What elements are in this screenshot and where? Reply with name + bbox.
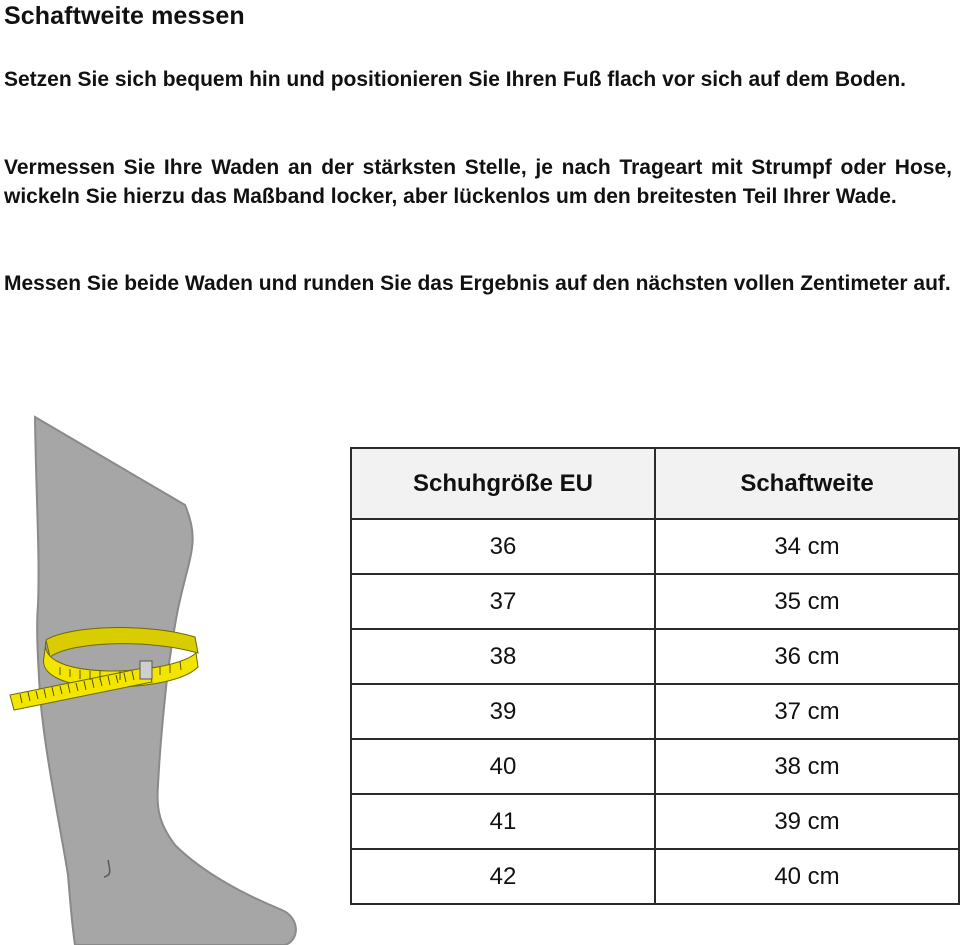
- table-row: [351, 574, 959, 629]
- shaft-width-cell: 34 cm: [655, 519, 959, 574]
- size-table: [350, 447, 960, 905]
- instruction-paragraph-2: Vermessen Sie Ihre Waden an der stärksten Stelle, je nach Trageart mit Strumpf oder Hose, wickeln Sie hierzu das Maßband locker, aber lückenlos um den breitesten Teil Ihrer Wade.: [4, 156, 952, 208]
- shoe-size-cell: 39: [351, 684, 655, 739]
- shoe-size-cell: 42: [351, 849, 655, 904]
- page-title: Schaftweite messen: [4, 2, 245, 30]
- shaft-width-cell: 39 cm: [655, 794, 959, 849]
- table-row: [351, 519, 959, 574]
- instruction-paragraph-1: Setzen Sie sich bequem hin und positionieren Sie Ihren Fuß flach vor sich auf dem Boden.: [4, 68, 906, 91]
- shoe-size-cell: 37: [351, 574, 655, 629]
- table-row: [351, 684, 959, 739]
- shaft-width-cell: 36 cm: [655, 629, 959, 684]
- table-row: [351, 849, 959, 904]
- header-shaft-width: Schaftweite: [655, 448, 959, 519]
- tape-buckle: [140, 661, 152, 679]
- shoe-size-cell: 40: [351, 739, 655, 794]
- shaft-width-cell: 35 cm: [655, 574, 959, 629]
- table-row: [351, 629, 959, 684]
- shoe-size-cell: 41: [351, 794, 655, 849]
- table-row: [351, 739, 959, 794]
- header-shoe-size: Schuhgröße EU: [351, 448, 655, 519]
- instruction-paragraph-3: Messen Sie beide Waden und runden Sie das Ergebnis auf den nächsten vollen Zentimeter auf.: [4, 272, 951, 295]
- shaft-width-cell: 37 cm: [655, 684, 959, 739]
- table-header-row: [351, 448, 959, 519]
- shaft-width-cell: 38 cm: [655, 739, 959, 794]
- shoe-size-cell: 36: [351, 519, 655, 574]
- table-row: [351, 794, 959, 849]
- shoe-size-cell: 38: [351, 629, 655, 684]
- leg-with-measuring-tape-icon: [0, 405, 330, 945]
- shaft-width-cell: 40 cm: [655, 849, 959, 904]
